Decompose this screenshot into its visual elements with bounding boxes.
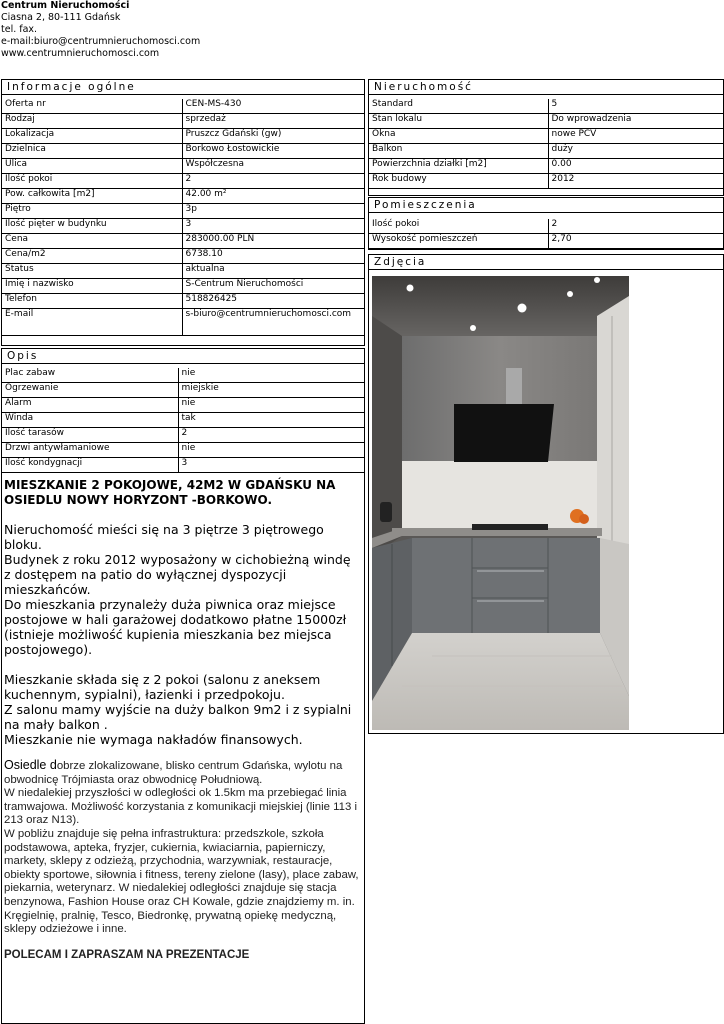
price-value: 283000.00 PLN — [182, 234, 364, 249]
row-value: 2 — [548, 219, 723, 234]
features-table — [2, 368, 364, 473]
row-value: sprzedaż — [182, 114, 364, 129]
property-header: Nieruchomość — [368, 79, 724, 95]
description-paragraph: Nieruchomość mieści się na 3 piętrze 3 piętrowego bloku. — [4, 522, 324, 552]
table-row — [2, 428, 364, 443]
row-label: Ilość pięter w budynku — [2, 219, 182, 234]
table-row — [2, 99, 364, 114]
description-header: Opis — [1, 348, 365, 364]
table-row — [2, 204, 364, 219]
row-value: 6738.10 — [182, 249, 364, 264]
row-label: Alarm — [2, 398, 178, 413]
row-label: Lokalizacja — [2, 129, 182, 144]
photos-header: Zdjęcia — [368, 254, 724, 270]
table-row — [2, 443, 364, 458]
description-paragraph: Do mieszkania przynależy duża piwnica oraz miejsce postojowe w hali garażowej dodatkowo płatne 15000zł (istnieje możliwość kupienia mieszkania bez miejsca postojowego). — [4, 597, 347, 657]
agency-email[interactable]: e-mail:biuro@centrumnieruchomosci.com — [1, 36, 201, 47]
agency-tel: tel. fax. — [1, 24, 38, 35]
table-row — [369, 129, 723, 144]
table-row — [369, 114, 723, 129]
description-paragraph: Budynek z roku 2012 wyposażony w cichobieżną windę z dostępem na patio do wyłącznej dyspozycji mieszkańców. — [4, 552, 351, 597]
table-row — [2, 129, 364, 144]
row-label: Plac zabaw — [2, 368, 178, 383]
row-value: nowe PCV — [548, 129, 723, 144]
offer-number: CEN-MS-430 — [182, 99, 364, 114]
description-paragraph: W pobliżu znajduje się pełna infrastruktura: przedszkole, szkoła podstawowa, apteka, fryzjer, cukiernia, kwiaciarnia, papierniczy, markety, sklepy z odzieżą, przychodnia, warzywniak, restauracje, obiekty sportowe, siłownia i fitness, tereny zielone (lasy), place zabaw, piekarnia, weterynarz. W niedalekiej odległości znajduje się stacja benzynowa, Fashion House oraz CH Kowale, gdzie znajdziemy m. in. Kręgielnię, pralnię, Tesco, Biedronkę, prywatną opiekę medyczną, sklepy odzieżowe i inne. — [4, 827, 359, 936]
row-label: Ulica — [2, 159, 182, 174]
row-value: tak — [178, 413, 364, 428]
description-paragraph: Z salonu mamy wyjście na duży balkon 9m2 i z sypialni na mały balkon . — [4, 702, 352, 732]
table-row — [2, 294, 364, 309]
row-label: Rok budowy — [369, 174, 548, 189]
table-row — [2, 189, 364, 204]
rooms-table — [369, 219, 723, 249]
table-row — [2, 174, 364, 189]
general-info-header: Informacje ogólne — [1, 79, 365, 95]
table-row — [369, 174, 723, 189]
table-row — [369, 159, 723, 174]
table-row — [2, 249, 364, 264]
row-value: 2 — [178, 428, 364, 443]
row-label: Ilość pokoi — [2, 174, 182, 189]
property-table — [369, 99, 723, 189]
row-label: Balkon — [369, 144, 548, 159]
listing-title: MIESZKANIE 2 POKOJOWE, 42M2 W GDAŃSKU NA OSIEDLU NOWY HORYZONT -BORKOWO. — [4, 478, 336, 507]
row-label: Pow. całkowita [m2] — [2, 189, 182, 204]
agency-name: Centrum Nieruchomości — [1, 0, 130, 11]
table-row — [2, 144, 364, 159]
row-value: nie — [178, 443, 364, 458]
row-label: Ilość kondygnacji — [2, 458, 178, 473]
row-value: nie — [178, 398, 364, 413]
agency-address: Ciasna 2, 80-111 Gdańsk — [1, 12, 121, 23]
general-info-table — [2, 99, 364, 336]
row-label: Standard — [369, 99, 548, 114]
row-value: aktualna — [182, 264, 364, 279]
row-value: miejskie — [178, 383, 364, 398]
table-row — [2, 219, 364, 234]
email-value[interactable]: s-biuro@centrumnieruchomosci.com — [182, 309, 364, 336]
closing-line: POLECAM I ZAPRASZAM NA PREZENTACJE — [4, 948, 250, 961]
row-label: Cena — [2, 234, 182, 249]
table-row — [369, 234, 723, 249]
row-label: Stan lokalu — [369, 114, 548, 129]
row-value: Współczesna — [182, 159, 364, 174]
row-label: Ogrzewanie — [2, 383, 178, 398]
row-value: 2012 — [548, 174, 723, 189]
paragraph-lead: Osiedle d — [4, 758, 57, 772]
description-paragraph: Mieszkanie nie wymaga nakładów finansowych. — [4, 732, 303, 747]
agency-header — [1, 0, 200, 60]
phone-value[interactable]: 518826425 — [182, 294, 364, 309]
row-label: Piętro — [2, 204, 182, 219]
kitchen-photo[interactable] — [372, 276, 629, 730]
row-value: S-Centrum Nieruchomości — [182, 279, 364, 294]
row-label: Dzielnica — [2, 144, 182, 159]
table-row — [2, 458, 364, 473]
row-value: 5 — [548, 99, 723, 114]
row-label: Imię i nazwisko — [2, 279, 182, 294]
row-label: Drzwi antywłamaniowe — [2, 443, 178, 458]
table-row — [2, 279, 364, 294]
row-label: Winda — [2, 413, 178, 428]
row-value: Do wprowadzenia — [548, 114, 723, 129]
row-value: 2 — [182, 174, 364, 189]
table-row — [2, 264, 364, 279]
paragraph-rest: obrze zlokalizowane, blisko centrum Gdańska, wylotu na obwodnicę Trójmiasta oraz obwodnicę Południową. — [4, 760, 343, 786]
description-paragraph: W niedalekiej przyszłości w odległości ok 1.5km ma przebiegać linia tramwajowa. Możliwość korzystania z komunikacji miejskiej (linie 113 i 213 oraz N13). — [4, 787, 358, 827]
row-label: Ilość tarasów — [2, 428, 178, 443]
table-row — [2, 413, 364, 428]
row-value: Borkowo Łostowickie — [182, 144, 364, 159]
row-label: E-mail — [2, 309, 182, 336]
row-label: Telefon — [2, 294, 182, 309]
row-value: 2,70 — [548, 234, 723, 249]
table-row — [2, 114, 364, 129]
table-row — [2, 309, 364, 336]
row-label: Oferta nr — [2, 99, 182, 114]
row-label: Cena/m2 — [2, 249, 182, 264]
row-label: Ilość pokoi — [369, 219, 548, 234]
table-row — [2, 398, 364, 413]
row-label: Okna — [369, 129, 548, 144]
row-label: Wysokość pomieszczeń — [369, 234, 548, 249]
row-value: 0.00 — [548, 159, 723, 174]
table-row — [369, 99, 723, 114]
table-row — [2, 234, 364, 249]
rooms-header: Pomieszczenia — [368, 197, 724, 213]
row-value: nie — [178, 368, 364, 383]
row-value: 42.00 m² — [182, 189, 364, 204]
description-paragraph — [4, 759, 359, 787]
row-value: Pruszcz Gdański (gw) — [182, 129, 364, 144]
table-row — [2, 383, 364, 398]
table-row — [2, 368, 364, 383]
row-value: duży — [548, 144, 723, 159]
row-value: 3p — [182, 204, 364, 219]
row-value: 3 — [182, 219, 364, 234]
row-label: Status — [2, 264, 182, 279]
row-label: Rodzaj — [2, 114, 182, 129]
row-value: 3 — [178, 458, 364, 473]
table-row — [369, 144, 723, 159]
description-paragraph: Mieszkanie składa się z 2 pokoi (salonu z aneksem kuchennym, sypialni), łazienki i przedpokoju. — [4, 672, 321, 702]
agency-website[interactable]: www.centrumnieruchomosci.com — [1, 48, 160, 59]
row-label: Powierzchnia działki [m2] — [369, 159, 548, 174]
description-text — [4, 478, 359, 962]
table-row — [2, 159, 364, 174]
table-row — [369, 219, 723, 234]
